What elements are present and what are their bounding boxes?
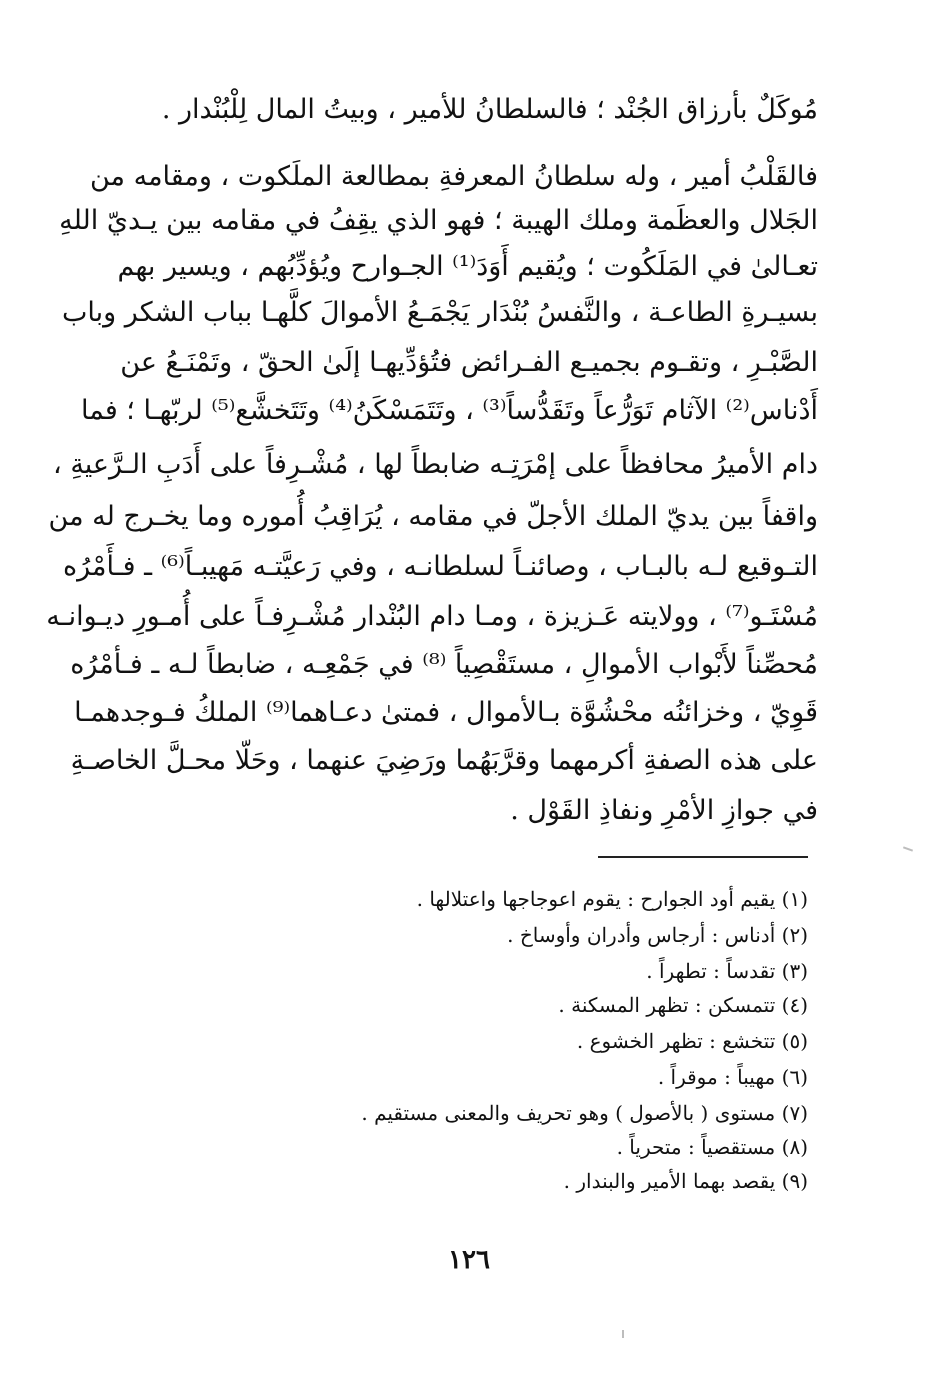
body-line-7: أَدْناس⁽²⁾ الآثام تَوَرُّعاً وتَقَدُّساً⁽³⁾ ، وتَتَمَسْكَنُ⁽⁴⁾ وتَتَخشَّع⁽⁵⁾ لربّهـا ؛ فما [80,395,818,426]
body-line-12: مُحصِّناً لأَبْواب الأموالِ ، مستَقْصِياً ⁽⁸⁾ في جَمْعِـه ، ضابطاً لـه ـ فـأمْرُه [70,649,818,680]
body-line-15: في جوازِ الأمْرِ ونفاذِ القَوْل . [510,795,818,826]
body-line-14: على هذه الصفةِ أكرمهما وقرَّبَهُما ورَضِيَ عنهما ، وحَلّا محـلَّ الخاصـةِ [70,745,818,776]
footnote-separator [598,856,808,858]
footnote-3: (٣) تقدساً : تطهراً . [646,959,808,983]
page-number: ١٢٦ [448,1245,490,1275]
body-line-4: تعـالىٰ في المَلَكُوت ؛ ويُقيم أَوَدَ⁽¹⁾ الجـوارح ويُؤدِّبُهم ، ويسير بهم [117,251,818,282]
body-line-11: مُسْتَـو⁽⁷⁾ ، وولايته عَـزيزة ، ومـا دام البُنْدار مُشْـرِفـاً على أُمـورِ ديـوانـه [46,601,818,632]
footnote-8: (٨) مستقصياً : متحرياً . [616,1135,808,1159]
scan-speck [903,846,913,851]
footnote-4: (٤) تتمسكن : تظهر المسكنة . [558,993,808,1017]
body-line-3: الجَلال والعظَمة وملك الهيبة ؛ فهو الذي يقِفُ في مقامه بين يـديّ اللهِ [59,205,818,236]
body-line-1: مُوكَلٌ بأرزاق الجُنْد ؛ فالسلطانُ للأمير ، وبيتُ المال لِلْبُنْدار . [161,94,818,125]
body-line-8: دام الأميرُ محافظاً على إمْرَتِـه ضابطاً لها ، مُشْـرِفاً على أَدَبِ الـرَّعيةِ ، [53,449,818,480]
body-line-13: قَوِيّ ، وخزائنُه محْشُوَّة بـالأموال ، فمتىٰ دعـاهما⁽⁹⁾ الملكُ فـوجدهمـا [74,697,818,728]
body-line-10: التـوقيع لـه بالبـاب ، وصائنـاً لسلطانـه ، وفي رَعيَّتـه مَهيبـاً⁽⁶⁾ ـ فـأَمْرُه [63,551,818,582]
scan-speck [622,1330,624,1338]
footnote-7: (٧) مستوى ( بالأصول ) وهو تحريف والمعنى مستقيم . [361,1101,808,1125]
body-line-6: الصَّبْـرِ ، وتقـوم بجميـع الفـرائض فتُؤدِّيهـا إلَىٰ الحقّ ، وتَمْنَـعُ عن [120,347,818,378]
footnote-1: (١) يقيم أود الجوارح : يقوم اعوجاجها واعتلالها . [416,887,808,911]
footnote-5: (٥) تتخشع : تظهر الخشوع . [576,1029,808,1053]
body-line-9: واقفاً بين يديّ الملك الأجلّ في مقامه ، يُرَاقِبُ أُموره وما يخـرج له من [48,501,818,532]
footnote-2: (٢) أدناس : أرجاس وأدران وأوساخ . [507,923,808,947]
footnote-6: (٦) مهيباً : موقراً . [657,1065,808,1089]
footnote-9: (٩) يقصد بهما الأمير والبندار . [563,1169,808,1193]
body-line-5: بسيـرةِ الطاعـة ، والنَّفسُ بُنْدَار يَجْمَـعُ الأموالَ كلَّهـا بباب الشكر وباب [62,297,818,328]
body-line-2: فالقَلْبُ أمير ، وله سلطانُ المعرفةِ بمطالعة الملَكوت ، ومقامه من [90,161,818,192]
